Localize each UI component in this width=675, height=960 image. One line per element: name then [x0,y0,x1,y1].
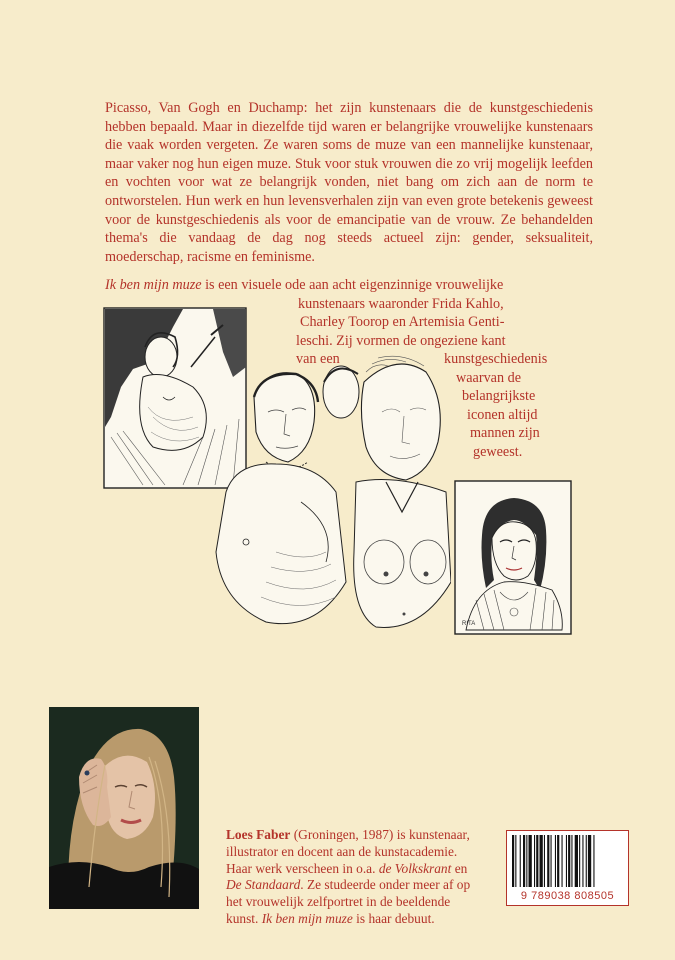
publication-standaard: De Standaard [226,877,301,893]
barcode-bar [566,835,567,887]
barcode-bar [586,835,587,887]
barcode-bar [575,835,578,887]
barcode-bar [555,835,556,887]
charley-toorop-drawing [206,352,451,638]
barcode-bar [526,835,527,887]
barcode-bar [523,835,525,887]
paragraph2-line1: Ik ben mijn muze is een visuele ode aan acht eigenzinnige vrouwelijke [105,277,504,293]
barcode-bar [536,835,538,887]
paragraph2-line7: belangrijkste [462,388,536,404]
barcode-bar [593,835,594,887]
paragraph2-line3: Charley Toorop en Artemisia Genti- [300,314,505,330]
isbn-number: 9 789038 808505 [520,890,615,902]
barcode-bar [544,835,545,887]
bio-book-title: Ik ben mijn muze [261,910,353,926]
paragraph2-line10: geweest. [473,444,523,460]
paragraph2-line5a: van een [296,351,340,367]
barcode-bar [579,835,580,887]
paragraph2-line9: mannen zijn [470,425,540,441]
paragraph2-line4: leschi. Zij vormen de ongeziene kant [296,333,506,349]
barcode-bar [529,835,532,887]
barcode-bar [540,835,543,887]
author-photo [49,707,199,909]
paragraph2-line8: iconen altijd [467,407,538,423]
paragraph2-line2: kunstenaars waaronder Frida Kahlo, [298,296,504,312]
intro-paragraph: Picasso, Van Gogh en Duchamp: het zijn kunstenaars die de kunstgeschiedenis hebben bepaald. Maar in diezelfde tijd waren er belangrijke vrouwelijke kunstenaars die vaak worden vergeten. Ze waren soms de muze van een mannelijke kunstenaar, maar vaker nog hun eigen muze. Stuk voor stuk vrouwen die zo vrij mogelijk leefden en vochten voor wat ze belangrijk vonden, niet bang om zich aan de norm te ontworstelen. Hun werk en hun levensverhalen zijn van even grote betekenis geweest voor de kunstgeschiedenis als voor de emancipatie van de vrouw. Ze behandelden thema's die vandaag de dag nog steeds actueel zijn: gender, seksualiteit, moederschap, racisme en feminisme. [105,100,593,265]
author-name: Loes Faber [226,827,291,842]
barcode-bar [571,835,572,887]
barcode-bar [568,835,570,887]
barcode-bar [582,835,583,887]
paragraph2-line6: waarvan de [456,370,521,386]
barcode-bar [512,835,514,887]
isbn-barcode [506,830,629,906]
barcode-bar [557,835,559,887]
drawing-signature: RITA [462,621,476,627]
barcode-bar [562,835,563,887]
barcode-bar [551,835,552,887]
barcode-bar [588,835,591,887]
paragraph2-line5b: kunstgeschiedenis [444,351,548,367]
barcode-bar [515,835,516,887]
author-bio: Loes Faber (Groningen, 1987) is kunstenaar, illustrator en docent aan de kunstacademie. Haar werk verscheen in o.a. de Volkskrant en De Standaard. Ze studeerde onder meer af op het vrouwelijk zelfportret in de beeldende kunst. Ik ben mijn muze is haar debuut. [226,827,471,926]
publication-volkskrant: de Volkskrant [378,860,452,876]
barcode-bar [547,835,549,887]
barcode-bar [520,835,521,887]
barcode-bar [534,835,535,887]
frida-kahlo-drawing [454,480,572,635]
book-title: Ik ben mijn muze [105,277,202,293]
